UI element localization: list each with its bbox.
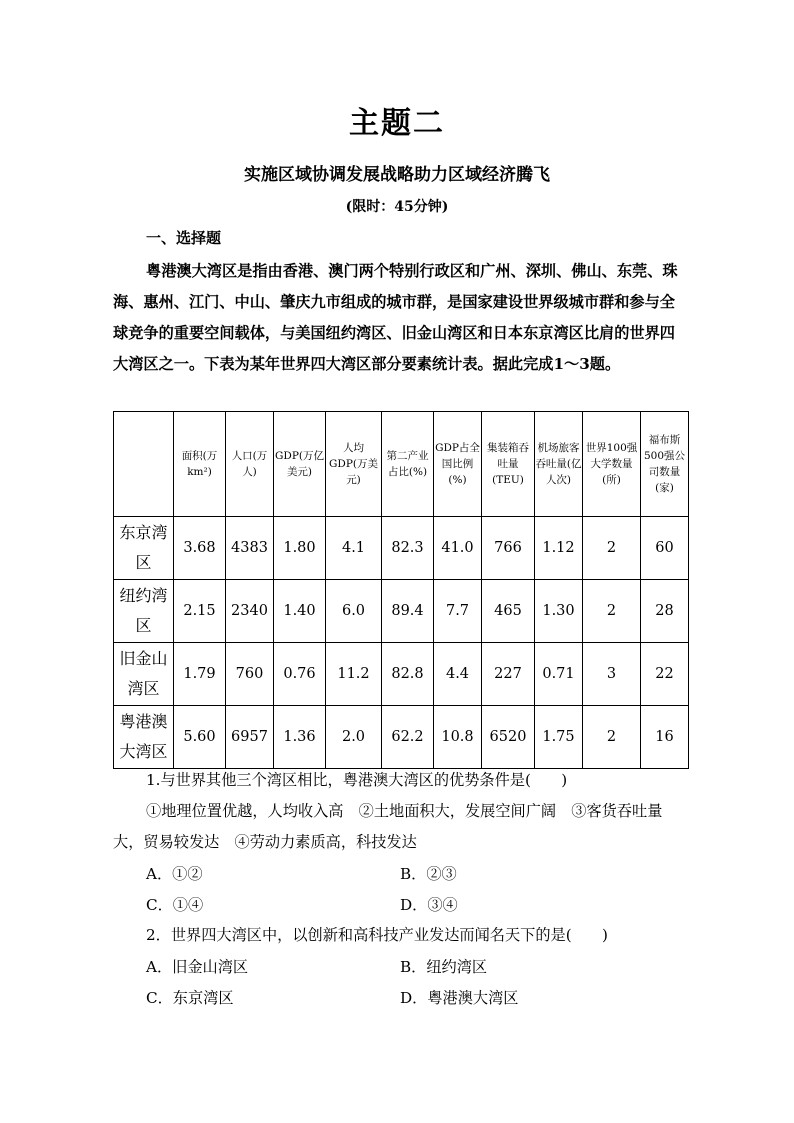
table-cell: 3.68 [174,517,226,580]
q2-option-b[interactable]: B．纽约湾区 [400,958,488,976]
table-row [114,580,689,643]
table-cell: 41.0 [434,517,482,580]
table-cell: 1.79 [174,643,226,706]
table-cell: 6.0 [326,580,382,643]
page-subtitle: 实施区域协调发展战略助力区域经济腾飞 [244,165,550,185]
question-2 [113,920,687,951]
question-1-statements [113,796,687,858]
table-header-cell: 机场旅客吞吐量(亿人次) [535,412,583,517]
table-header-cell: 第二产业占比(%) [382,412,434,517]
table-cell: 4.4 [434,643,482,706]
statistics-table [113,411,689,769]
table-cell: 3 [583,643,641,706]
table-cell: 760 [226,643,274,706]
table-cell: 6520 [482,706,535,769]
table-cell: 1.36 [274,706,326,769]
table-cell: 2.15 [174,580,226,643]
table-cell: 16 [641,706,689,769]
table-cell: 766 [482,517,535,580]
q1-option-b[interactable]: B．②③ [400,865,457,883]
question-1-stem [113,765,687,796]
table-cell: 0.76 [274,643,326,706]
intro-text: 粤港澳大湾区是指由香港、澳门两个特别行政区和广州、深圳、佛山、东莞、珠海、惠州、江门、中山、肇庆九市组成的城市群，是国家建设世界级城市群和参与全球竞争的重要空间载体，与美国纽约湾区、旧金山湾区和日本东京湾区比肩的世界四大湾区之一。下表为某年世界四大湾区部分要素统计表。据此完成1～3题。 [113,262,678,373]
table-cell: 82.8 [382,643,434,706]
question-2-stem [113,920,687,951]
q2-option-d[interactable]: D．粤港澳大湾区 [400,989,519,1007]
table-cell: 10.8 [434,706,482,769]
table-cell: 0.71 [535,643,583,706]
row-header-cell: 旧金山湾区 [114,643,174,706]
table-cell: 82.3 [382,517,434,580]
table-header-cell: 世界100强大学数量(所) [583,412,641,517]
table-cell: 62.2 [382,706,434,769]
table-cell: 4.1 [326,517,382,580]
q2-option-a[interactable]: A．旧金山湾区 [146,958,249,976]
page-title: 主题二 [349,106,445,141]
table-cell: 60 [641,517,689,580]
table-cell: 1.12 [535,517,583,580]
table-row [114,517,689,580]
table-row [114,643,689,706]
question-1-stem-text: 1.与世界其他三个湾区相比，粤港澳大湾区的优势条件是( ) [146,771,568,789]
q1-option-d[interactable]: D．③④ [400,896,458,914]
table-cell: 22 [641,643,689,706]
table-header-cell: GDP占全国比例(%) [434,412,482,517]
table-cell: 2 [583,580,641,643]
row-header-cell: 粤港澳大湾区 [114,706,174,769]
table-cell: 1.30 [535,580,583,643]
question-1 [113,765,687,858]
table-cell: 2 [583,706,641,769]
table-cell: 1.75 [535,706,583,769]
table-cell: 2 [583,517,641,580]
q1-option-a[interactable]: A．①② [146,865,203,883]
table-cell: 227 [482,643,535,706]
table-header-cell: 集装箱吞吐量(TEU) [482,412,535,517]
table-header-cell: 福布斯500强公司数量(家) [641,412,689,517]
section-heading: 一、选择题 [146,229,222,247]
table-header-cell [114,412,174,517]
intro-paragraph [113,256,687,380]
table-cell: 2.0 [326,706,382,769]
table-cell: 28 [641,580,689,643]
table-cell: 1.80 [274,517,326,580]
question-2-stem-text: 2．世界四大湾区中，以创新和高科技产业发达而闻名天下的是( ) [146,926,608,944]
row-header-cell: 纽约湾区 [114,580,174,643]
table-header-row [114,412,689,517]
table-row [114,706,689,769]
table-cell: 7.7 [434,580,482,643]
table-header-cell: 面积(万km²) [174,412,226,517]
time-limit: (限时：45分钟) [345,199,449,215]
table-cell: 5.60 [174,706,226,769]
table-cell: 6957 [226,706,274,769]
table-cell: 2340 [226,580,274,643]
table-header-cell: 人均GDP(万美元) [326,412,382,517]
table-cell: 89.4 [382,580,434,643]
q2-option-c[interactable]: C．东京湾区 [146,989,234,1007]
table-cell: 465 [482,580,535,643]
table-cell: 11.2 [326,643,382,706]
row-header-cell: 东京湾区 [114,517,174,580]
table-header-cell: 人口(万人) [226,412,274,517]
q1-option-c[interactable]: C．①④ [146,896,204,914]
question-1-statements-text: ①地理位置优越，人均收入高 ②土地面积大，发展空间广阔 ③客货吞吐量大，贸易较发达 ④劳动力素质高，科技发达 [113,802,663,851]
table-cell: 4383 [226,517,274,580]
table-header-cell: GDP(万亿美元) [274,412,326,517]
table-cell: 1.40 [274,580,326,643]
